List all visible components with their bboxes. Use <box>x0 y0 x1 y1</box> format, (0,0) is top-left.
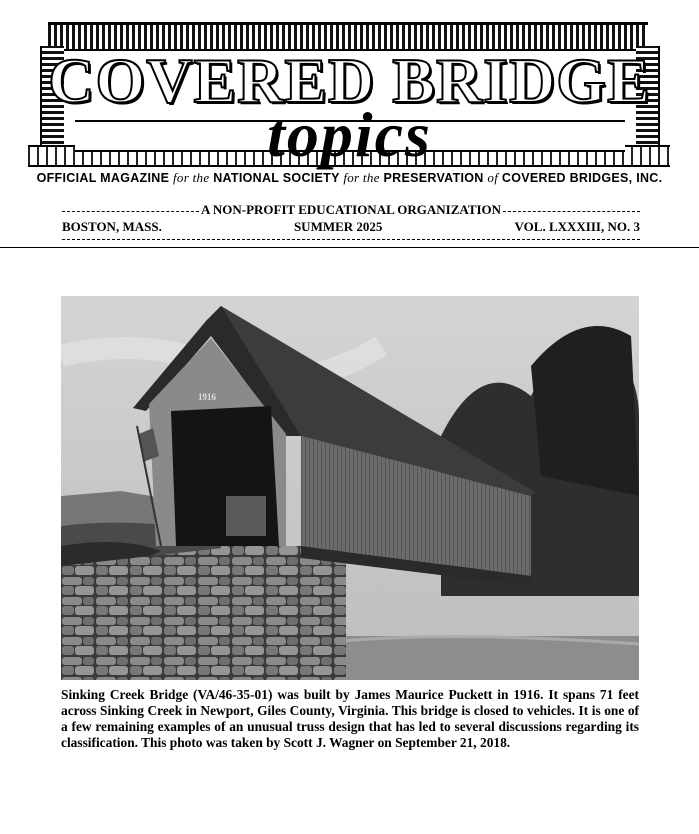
dashed-rule <box>62 211 199 212</box>
issue-text: SUMMER 2025 <box>293 219 383 234</box>
bridge-photo <box>61 296 639 680</box>
organization-text: A NON-PROFIT EDUCATIONAL ORGANIZATION <box>200 202 502 217</box>
bridge-photo-illustration <box>61 296 639 680</box>
tagline-part: COVERED BRIDGES, INC. <box>498 171 663 185</box>
tagline-part: PRESERVATION <box>379 171 488 185</box>
dashed-rule <box>503 211 640 212</box>
magazine-subtitle: topics <box>267 99 432 170</box>
photo-caption: Sinking Creek Bridge (VA/46-35-01) was built by James Maurice Puckett in 1916. It spans 71 feet across Sinking Creek in Newport, Giles County, Virginia. This bridge is closed to vehicles. It is one of a few remaining examples of an unusual truss design that has led to several discussions regarding its classification. This photo was taken by Scott J. Wagner on September 21, 2018. <box>61 687 639 750</box>
masthead <box>0 0 699 200</box>
issue-meta-line <box>62 219 640 235</box>
horizontal-rule <box>0 247 699 248</box>
organization-line <box>62 202 640 218</box>
bridge-date-sign: 1916 <box>198 392 216 402</box>
tagline-part: for the <box>173 170 210 185</box>
tagline-part: NATIONAL SOCIETY <box>209 171 344 185</box>
volume-text: VOL. LXXXIII, NO. 3 <box>514 219 640 234</box>
location-text: BOSTON, MASS. <box>62 219 162 234</box>
masthead-tagline <box>0 170 699 186</box>
magazine-title: COVERED BRIDGE <box>48 45 651 116</box>
tagline-part: of <box>487 170 499 185</box>
dashed-divider <box>62 239 640 240</box>
tagline-part: for the <box>343 170 380 185</box>
tagline-part: OFFICIAL MAGAZINE <box>36 171 174 185</box>
